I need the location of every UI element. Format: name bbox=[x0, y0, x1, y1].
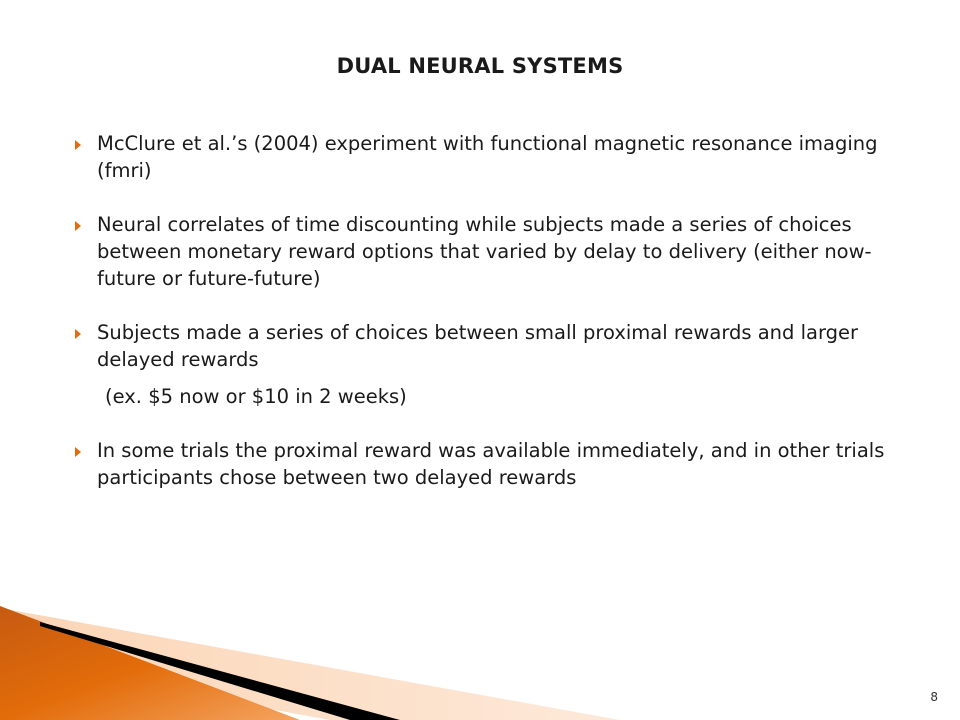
bullet-item bbox=[75, 437, 905, 491]
triangle-bullet-icon bbox=[75, 140, 81, 150]
bullet-text: In some trials the proximal reward was available immediately, and in other trials participants chose between two delayed rewards bbox=[97, 439, 885, 489]
bullet-item bbox=[75, 130, 905, 184]
triangle-bullet-icon bbox=[75, 329, 81, 339]
bullet-text: Subjects made a series of choices between small proximal rewards and larger delayed rewards bbox=[97, 321, 859, 371]
bullet-item bbox=[75, 211, 905, 292]
page-number: 8 bbox=[930, 690, 938, 704]
slide-title: DUAL NEURAL SYSTEMS bbox=[336, 54, 624, 78]
bullet-example-note: (ex. $5 now or $10 in 2 weeks) bbox=[105, 385, 407, 408]
triangle-bullet-icon bbox=[75, 221, 81, 231]
bullet-text: McClure et al.’s (2004) experiment with functional magnetic resonance imaging (fmri) bbox=[97, 132, 878, 182]
bullet-item bbox=[75, 319, 905, 410]
triangle-bullet-icon bbox=[75, 447, 81, 457]
bullet-text: Neural correlates of time discounting while subjects made a series of choices between monetary reward options that varied by delay to delivery (either now-future or future-future) bbox=[97, 213, 872, 290]
bullet-list bbox=[75, 130, 905, 518]
